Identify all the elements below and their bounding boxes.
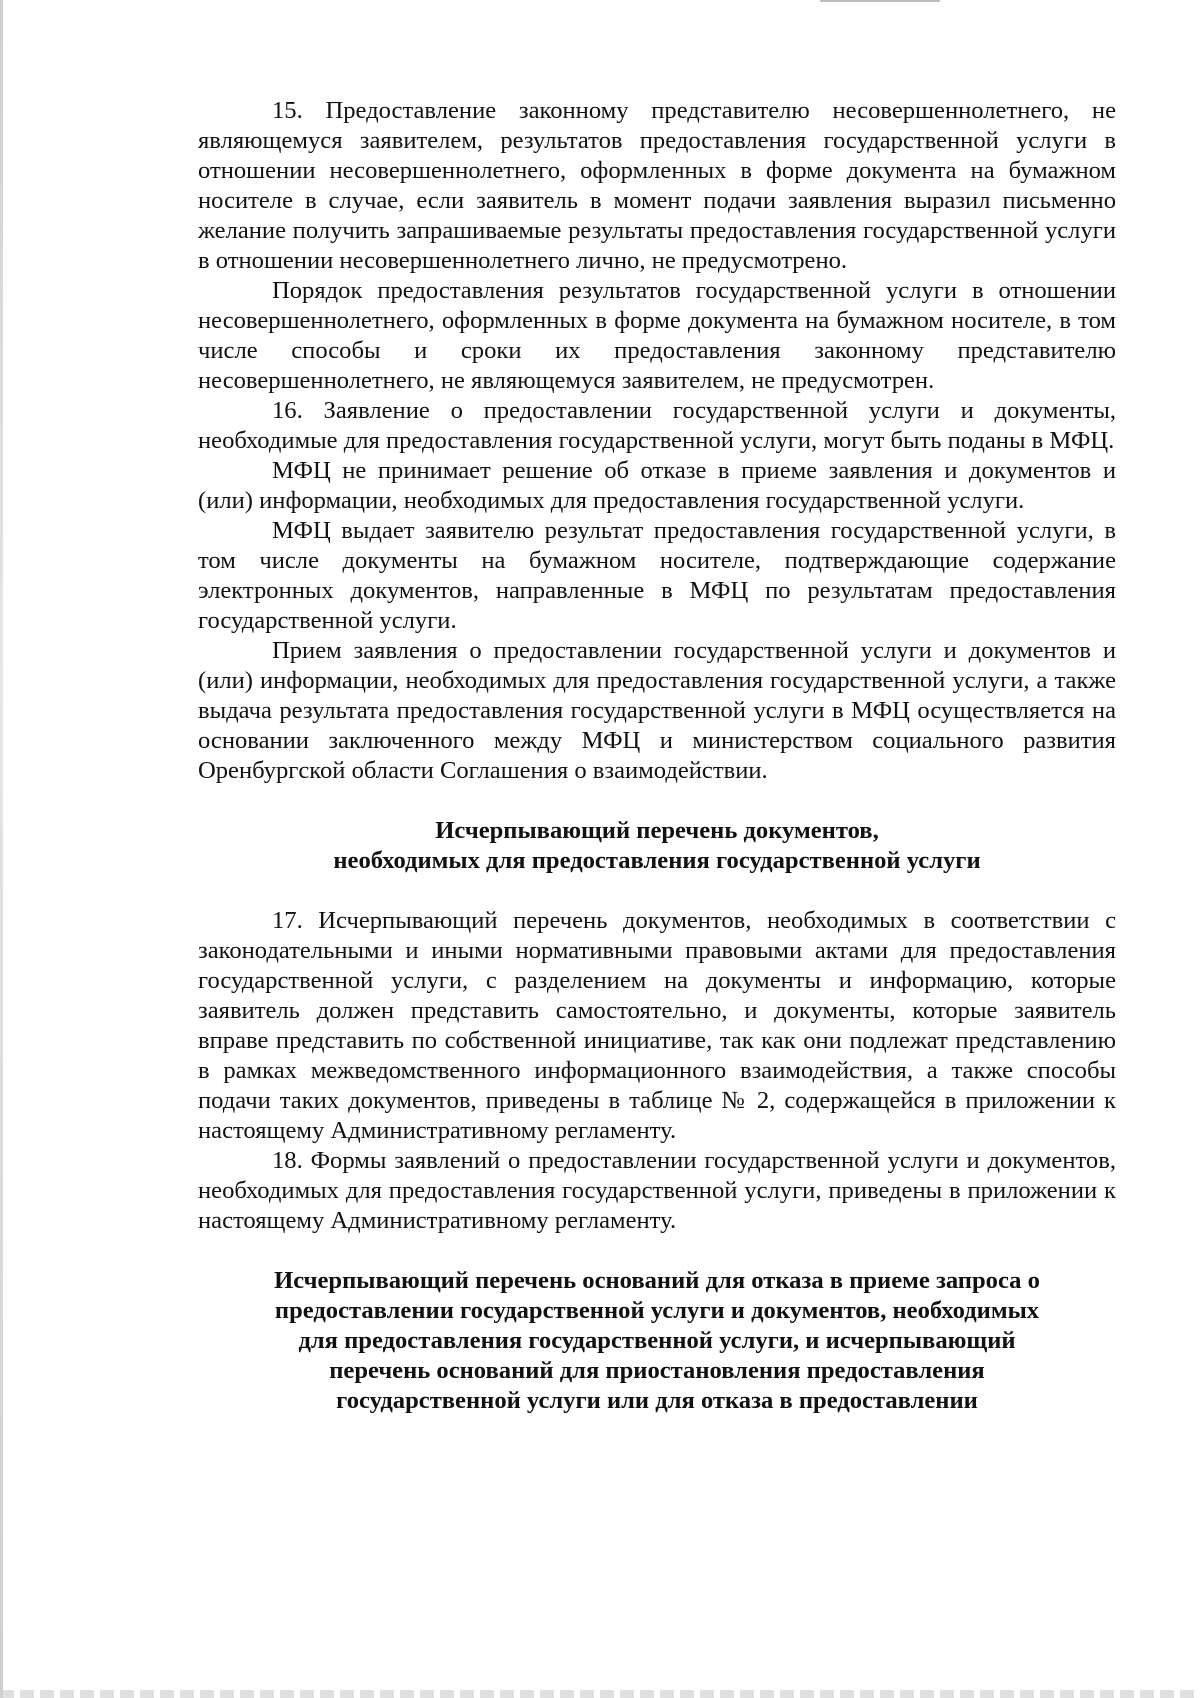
paragraph-mfc-no-refusal: МФЦ не принимает решение об отказе в приеме заявления и документов и (или) информации, необходимых для предоставления государственной услуги. [198, 457, 1116, 514]
heading-line: перечень оснований для приостановления предоставления [329, 1357, 985, 1384]
paragraph-16: 16. Заявление о предоставлении государственной услуги и документы, необходимые для предоставления государственной услуги, могут быть поданы в МФЦ. [198, 397, 1116, 454]
heading-line: для предоставления государственной услуги, и исчерпывающий [298, 1327, 1016, 1354]
paragraph-15: 15. Предоставление законному представителю несовершеннолетнего, не являющемуся заявителем, результатов предоставления государственной услуги в отношении несовершеннолетнего, оформленных в форме документа на бумажном носителе в случае, если заявитель в момент подачи заявления выразил письменно желание получить запрашиваемые результаты предоставления государственной услуги в отношении несовершеннолетнего лично, не предусмотрено. [198, 97, 1116, 274]
document-body [198, 96, 1116, 1416]
section-heading-documents-list [198, 816, 1116, 876]
heading-line: Исчерпывающий перечень оснований для отказа в приеме запроса о [274, 1267, 1040, 1294]
scan-artifact-top [820, 0, 940, 2]
paragraph-17: 17. Исчерпывающий перечень документов, необходимых в соответствии с законодательными и иными нормативными правовыми актами для предоставления государственной услуги, с разделением на документы и информацию, которые заявитель должен представить самостоятельно, и документы, которые заявитель вправе представить по собственной инициативе, так как они подлежат представлению в рамках межведомственного информационного взаимодействия, а также способы подачи таких документов, приведены в таблице № 2, содержащейся в приложении к настоящему Административному регламенту. [198, 907, 1116, 1144]
section-heading-refusal-grounds [198, 1266, 1116, 1416]
paragraph-result-procedure: Порядок предоставления результатов государственной услуги в отношении несовершеннолетнего, оформленных в форме документа на бумажном носителе, в том числе способы и сроки их предоставления законному представителю несовершеннолетнего, не являющемуся заявителем, не предусмотрен. [198, 277, 1116, 394]
scan-artifact-bottom [0, 1690, 1200, 1698]
paragraph-mfc-agreement: Прием заявления о предоставлении государственной услуги и документов и (или) информации, необходимых для предоставления государственной услуги, а также выдача результата предоставления государственной услуги в МФЦ осуществляется на основании заключенного между МФЦ и министерством социального развития Оренбургской области Соглашения о взаимодействии. [198, 637, 1116, 784]
paragraph-18: 18. Формы заявлений о предоставлении государственной услуги и документов, необходимых для предоставления государственной услуги, приведены в приложении к настоящему Административному регламенту. [198, 1147, 1116, 1234]
scan-edge [0, 0, 3, 1698]
heading-line: государственной услуги или для отказа в предоставлении [336, 1387, 978, 1414]
heading-line: Исчерпывающий перечень документов, [435, 817, 879, 844]
heading-line: необходимых для предоставления государственной услуги [333, 847, 981, 874]
paragraph-mfc-issues-result: МФЦ выдает заявителю результат предоставления государственной услуги, в том числе документы на бумажном носителе, подтверждающие содержание электронных документов, направленные в МФЦ по результатам предоставления государственной услуги. [198, 517, 1116, 634]
heading-line: предоставлении государственной услуги и документов, необходимых [274, 1297, 1040, 1324]
